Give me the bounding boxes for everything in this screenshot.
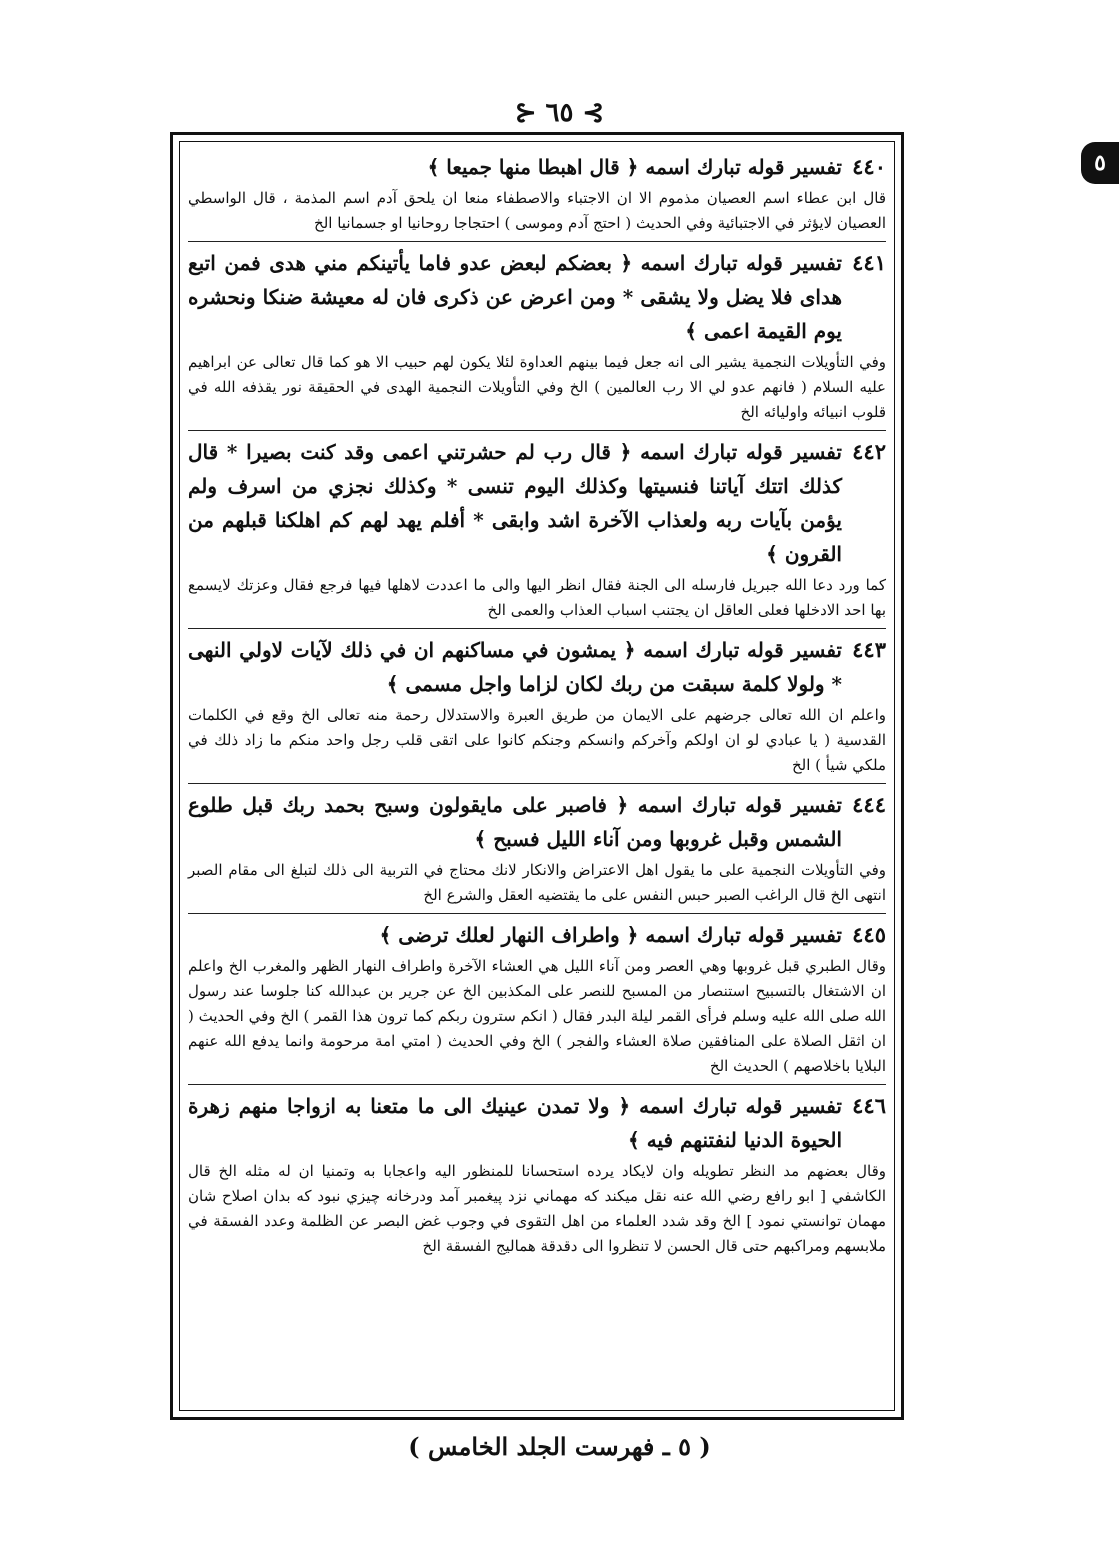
index-entry (188, 431, 886, 629)
entry-title: تفسير قوله تبارك اسمه ﴿ بعضكم لبعض عدو فاما يأتينكم مني هدى فمن اتبع هداى فلا يضل ولا يشقى * ومن اعرض عن ذكرى فان له معيشة ضنكا ونحشره يوم القيمة اعمى ﴾ (188, 251, 842, 343)
page-footer: ( ٥ ـ فهرست الجلد الخامس ) (408, 1432, 711, 1461)
index-entry (188, 914, 886, 1085)
text-frame-inner (179, 141, 895, 1411)
entry-number: ٤٤٢ (852, 439, 886, 464)
entry-title: تفسير قوله تبارك اسمه ﴿ ولا تمدن عينيك الى ما متعنا به ازواجا منهم زهرة الحيوة الدنيا لنفتنهم فيه ﴾ (188, 1094, 842, 1152)
index-entry (188, 629, 886, 784)
entry-heading (188, 246, 886, 348)
entry-number: ٤٤٣ (852, 637, 886, 662)
index-entry (188, 1085, 886, 1264)
entry-title: تفسير قوله تبارك اسمه ﴿ قال رب لم حشرتني اعمى وقد كنت بصيرا * قال كذلك اتتك آياتنا فنسيتها وكذلك اليوم تنسى * وكذلك نجزي من اسرف ولم يؤمن بآيات ربه ولعذاب الآخرة اشد وابقى * أفلم يهد لهم كم اهلكنا قبلهم من القرون ﴾ (188, 440, 842, 566)
volume-tab-marker: ٥ (1081, 142, 1119, 184)
entry-commentary: وقال بعضهم مد النظر تطويله وان لايكاد يرده استحسانا للمنظور اليه واعجابا به وتمنيا ان له مثله الخ قال الكاشفي [ ابو رافع رضي الله عنه نقل ميكند كه مهماني نزد پيغمبر آمد ودرخانه چيزي نبود كه بدان اصلاح شان مهمان توانستي نمود ] الخ وقد شدد العلماء من اهل التقوى في وجوب غض البصر عن الظلمة وعدد الفسقة في ملابسهم ومراكبهم حتى قال الحسن لا تنظروا الى دقدقة هماليج الفسقة الخ (188, 1162, 886, 1255)
entry-number: ٤٤٦ (852, 1093, 886, 1118)
index-entry (188, 242, 886, 431)
entry-commentary: واعلم ان الله تعالى جرضهم على الايمان من طريق العبرة والاستدلال رحمة منه تعالى الخ وقع في الكلمات القدسية ( يا عبادي لو ان اولكم وآخركم وانسكم وجنكم كانوا على اتقى قلب رجل واحد منكم ما زاد ذلك في ملكي شيأ ) الخ (188, 706, 886, 774)
entry-number: ٤٤٠ (852, 154, 886, 179)
entry-title: تفسير قوله تبارك اسمه ﴿ يمشون في مساكنهم ان في ذلك لآيات لاولي النهى * ولولا كلمة سبقت من ربك لكان لزاما واجل مسمى ﴾ (188, 638, 842, 696)
entry-number: ٤٤٥ (852, 922, 886, 947)
page-number: ⊱ ٦٥ ⊰ (514, 98, 605, 128)
entry-heading (188, 150, 886, 184)
entry-heading (188, 435, 886, 571)
entry-commentary: وفي التأويلات النجمية يشير الى انه جعل فيما بينهم العداوة لئلا يكون لهم حبيب الا هو كما قال تعالى عن ابراهيم عليه السلام ( فانهم عدو لي الا رب العالمين ) الخ وفي التأويلات النجمية الهدى في الحقيقة نور يقذفه الله في قلوب انبيائه واوليائه الخ (188, 353, 886, 421)
entry-heading (188, 788, 886, 856)
entry-commentary: قال ابن عطاء اسم العصيان مذموم الا ان الاجتباء والاصطفاء منعا ان يلحق آدم اسم المذمة ، قال الواسطي العصيان لايؤثر في الاجتبائية وفي الحديث ( احتج آدم وموسى ) احتجاجا روحانيا او جسمانيا الخ (188, 189, 886, 232)
entry-title: تفسير قوله تبارك اسمه ﴿ فاصبر على مايقولون وسبح بحمد ربك قبل طلوع الشمس وقبل غروبها ومن آناء الليل فسبح ﴾ (188, 793, 842, 851)
entry-number: ٤٤١ (852, 250, 886, 275)
entry-commentary: وفي التأويلات النجمية على ما يقول اهل الاعتراض والانكار لانك محتاج في التربية الى ذلك لتبلغ الى مقام الصبر انتهى الخ قال الراغب الصبر حبس النفس على ما يقتضيه العقل والشرع الخ (188, 861, 886, 904)
entry-heading (188, 633, 886, 701)
entry-commentary: وقال الطبري قبل غروبها وهي العصر ومن آناء الليل هي العشاء الآخرة واطراف النهار الظهر والمغرب الخ واعلم ان الاشتغال بالتسبيح استنصار من المسبح للنصر على المكذبين الخ عن جرير بن عبدالله كنا جلوسا عند رسول الله صلى الله عليه وسلم فرأى القمر ليلة البدر فقال ( انكم سترون ربكم كما ترون هذا القمر ) الخ وفي الحديث ( ان اثقل الصلاة على المنافقين صلاة العشاء والفجر ) الخ وفي الحديث ( امتي امة مرحومة وانما يدفع الله عنهم البلايا باخلاصهم ) الحديث الخ (188, 957, 886, 1075)
entry-heading (188, 918, 886, 952)
entry-number: ٤٤٤ (852, 792, 886, 817)
text-frame (170, 132, 904, 1420)
entry-heading (188, 1089, 886, 1157)
entry-title: تفسير قوله تبارك اسمه ﴿ قال اهبطا منها جميعا ﴾ (427, 155, 842, 179)
entry-commentary: كما ورد دعا الله جبريل فارسله الى الجنة فقال انظر اليها والى ما اعددت لاهلها فيها فرجع فقال وعزتك لايسمع بها احد الادخلها فعلى العاقل ان يجتنب اسباب العذاب والعمى الخ (188, 576, 886, 619)
index-entries (180, 142, 894, 1264)
entry-title: تفسير قوله تبارك اسمه ﴿ واطراف النهار لعلك ترضى ﴾ (379, 923, 842, 947)
index-entry (188, 784, 886, 914)
index-entry (188, 146, 886, 242)
